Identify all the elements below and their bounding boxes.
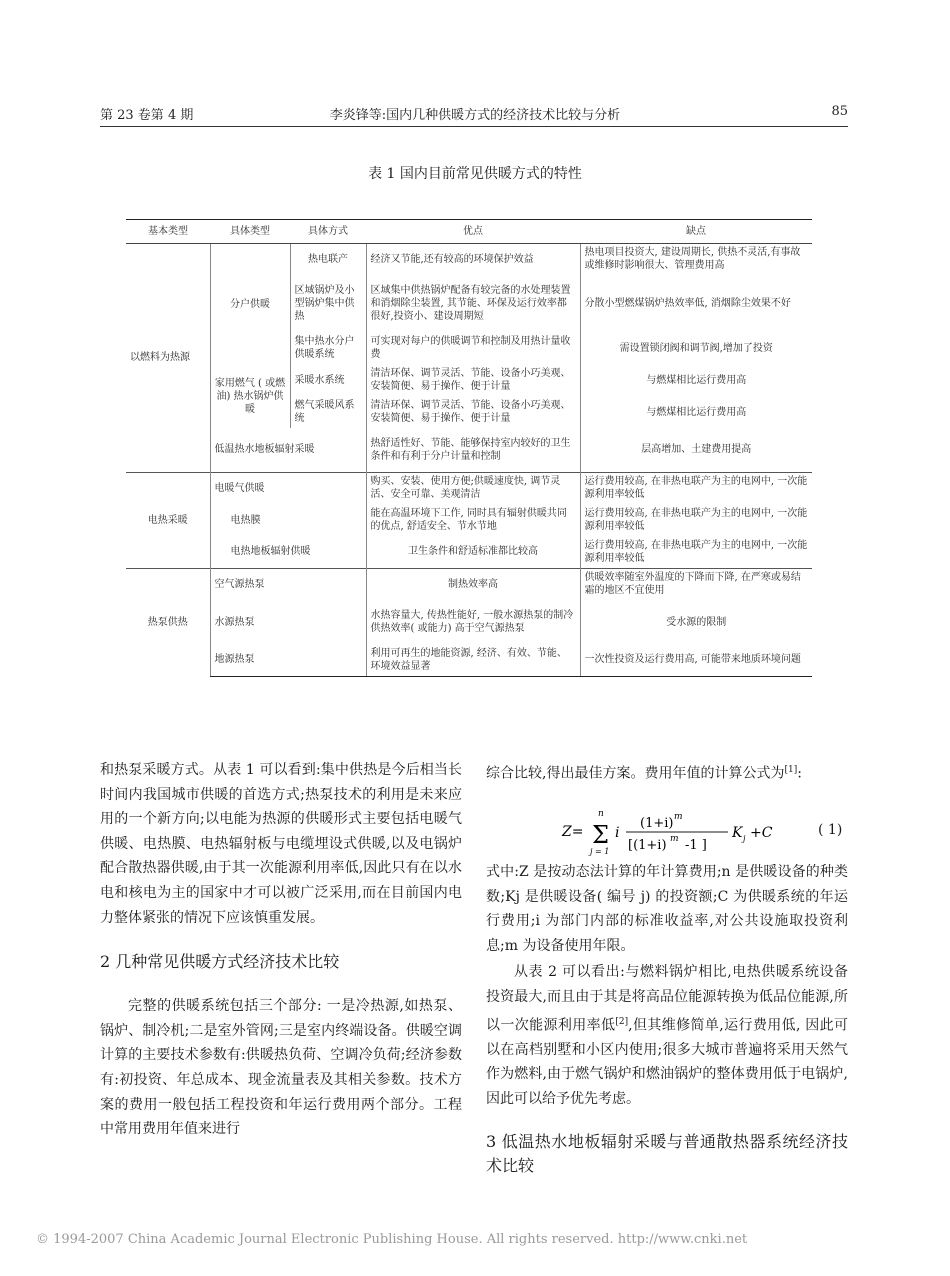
table-cell: 水源热泵 (210, 600, 366, 644)
table-cell: 电热地板辐射供暖 (210, 536, 366, 568)
table-row (126, 504, 812, 536)
svg-text:Σ: Σ (592, 821, 609, 849)
table-row (126, 568, 812, 600)
formula-i: i (615, 825, 620, 841)
table-row (126, 644, 812, 676)
table-cell: 制热效率高 (366, 568, 580, 600)
body-text: ,但其维修简单,运行费用低, 因此可以在高档别墅和小区内使用;很多大城市普遍将采用天然气作为燃料,由于燃气锅炉和燃油锅炉的整体费用低于电锅炉,因此可以给予优先考虑。 (486, 1017, 848, 1107)
table-cell: 运行费用较高, 在非热电联产为主的电网中, 一次能源利用率较低 (580, 472, 812, 504)
formula-k: K (732, 825, 743, 841)
left-column (100, 758, 462, 1142)
table-cell: 供暖效率随室外温度的下降而下降, 在严寒或易结霜的地区不宜使用 (580, 568, 812, 600)
table-cell: 可实现对每户的供暖调节和控制及用热计量收费 (366, 332, 580, 364)
table-cell: 分户供暖 (210, 244, 290, 365)
table-header-cell: 具体方式 (290, 220, 366, 244)
body-paragraph: 式中:Z 是按动态法计算的年计算费用;n 是供暖设备的种类数;Kj 是供暖设备( 编号 j) 的投资额;C 为供暖系统的年运行费用;i 为部门内部的标准收益率,对公共设施取投资利息;m 为设备使用年限。 (486, 864, 848, 954)
table-cell: 集中热水分户供暖系统 (290, 332, 366, 364)
table-cell: 受水源的限制 (580, 600, 812, 644)
heating-methods-table (126, 219, 812, 677)
table-cell: 经济又节能,还有较高的环境保护效益 (366, 244, 580, 275)
table-cell: 以燃料为热源 (130, 352, 190, 364)
copyright-footer: © 1994-2007 China Academic Journal Electronic Publishing House. All rights reserved. http://www.cnki.net (36, 1232, 748, 1247)
table-cell: 采暖水系统 (290, 364, 366, 396)
table-cell: 热电联产 (290, 244, 366, 275)
table-cell: 运行费用较高, 在非热电联产为主的电网中, 一次能源利用率较低 (580, 536, 812, 568)
right-column-intro (486, 758, 848, 786)
table-cell: 空气源热泵 (210, 568, 366, 600)
table-cell: 利用可再生的地能资源, 经济、有效、节能、环境效益显著 (366, 644, 580, 676)
table-header-row (126, 220, 812, 244)
running-header-volume: 第 23 卷第 4 期 (100, 108, 194, 123)
right-column-body (486, 860, 848, 1178)
citation: [1] (784, 765, 798, 775)
table-cell: 能在高温环境下工作, 同时具有辐射供暖共同的优点, 舒适安全、节水节地 (366, 504, 580, 536)
formula-tail: +C (750, 825, 773, 841)
formula-sum-upper: n (598, 809, 604, 819)
table-cell: 水热容量大, 传热性能好, 一般水源热泵的制冷供热效率( 或能力) 高于空气源热泵 (366, 600, 580, 644)
formula-num-exp: m (674, 812, 683, 822)
table-cell: 一次性投资及运行费用高, 可能带来地质环境问题 (580, 644, 812, 676)
table-cell: 区域锅炉及小型锅炉集中供热 (290, 274, 366, 332)
table-header-cell: 基本类型 (126, 220, 210, 244)
body-text: 从表 2 可以看出:与燃料锅炉相比,电热供暖系统设备投资最大,而且由于其是将高品位能源转换为低品位能源,所以一次能源利用率低 (486, 964, 848, 1034)
table-cell: 热电项目投资大, 建设周期长, 供热不灵活,有事故或维修时影响很大、管理费用高 (580, 244, 812, 275)
body-text: 综合比较,得出最佳方案。费用年值的计算公式为 (486, 765, 785, 782)
table-header-cell: 优点 (366, 220, 580, 244)
formula-den-tail: -1 ] (685, 838, 707, 853)
page-number: 85 (831, 104, 848, 119)
citation: [2] (615, 1016, 629, 1027)
formula-sum-lower: j = 1 (590, 847, 610, 856)
table-cell: 电暖气供暖 (210, 472, 366, 504)
table-row (126, 472, 812, 504)
table-row (126, 536, 812, 568)
table-cell: 低温热水地板辐射采暖 (210, 428, 366, 472)
table-cell: 与燃煤相比运行费用高 (580, 396, 812, 428)
table-cell: 清洁环保、调节灵活、节能、设备小巧美观、安装简便、易于操作、便于计量 (366, 364, 580, 396)
running-header-title: 李炎锋等:国内几种供暖方式的经济技术比较与分析 (329, 108, 621, 123)
table-cell: 购买、安装、使用方便;供暖速度快, 调节灵活、安全可靠、美观清洁 (366, 472, 580, 504)
table-cell: 燃气采暖风系统 (290, 396, 366, 428)
table-cell: 电热采暖 (126, 472, 210, 568)
table-row (126, 364, 812, 396)
cost-formula (560, 806, 810, 856)
table-cell: 卫生条件和舒适标准都比较高 (366, 536, 580, 568)
table-header-cell: 缺点 (580, 220, 812, 244)
formula-denominator: [(1+i) (628, 838, 667, 853)
table-cell: 热泵供热 (126, 568, 210, 676)
section-heading: 2 几种常见供暖方式经济技术比较 (100, 952, 340, 972)
table-cell: 清洁环保、调节灵活、节能、设备小巧美观、安装简便、易于操作、便于计量 (366, 396, 580, 428)
body-paragraph: 和热泵采暖方式。从表 1 可以看到:集中供热是今后相当长时间内我国城市供暖的首选方式;热泵技术的利用是未来应用的一个新方向;以电能为热源的供暖形式主要包括电暖气供暖、电热膜、电热辐射板与电缆埋设式供暖,以及电锅炉配合散热器供暖,由于其一次能源利用率低,因此只有在以水电和核电为主的国家中才可以被广泛采用,而在目前国内电力整体紧张的情况下应该慎重发展。 (100, 762, 462, 926)
table-cell: 运行费用较高, 在非热电联产为主的电网中, 一次能源利用率较低 (580, 504, 812, 536)
body-text: : (797, 765, 802, 782)
table-cell: 层高增加、土建费用提高 (580, 428, 812, 472)
formula-numerator: (1+i) (640, 816, 674, 831)
equation-number: ( 1) (818, 822, 843, 838)
table-cell: 电热膜 (210, 504, 366, 536)
table-row (126, 600, 812, 644)
table-cell: 热舒适性好、节能、能够保持室内较好的卫生条件和有利于分户计量和控制 (366, 428, 580, 472)
formula-lhs: Z= (562, 824, 584, 840)
table-row (126, 244, 812, 275)
section-heading: 3 低温热水地板辐射采暖与普通散热器系统经济技术比较 (486, 1131, 848, 1175)
body-paragraph: 完整的供暖系统包括三个部分: 一是冷热源,如热泵、锅炉、制冷机;二是室外管网;三是室内终端设备。供暖空调计算的主要技术参数有:供暖热负荷、空调冷负荷;经济参数有:初投资、年总成本、现金流量表及其相关参数。技术方案的费用一般包括工程投资和年运行费用两个部分。工程中常用费用年值来进行 (100, 998, 462, 1138)
table-cell: 需设置锁闭阀和调节阀,增加了投资 (580, 332, 812, 364)
table-header-cell: 具体类型 (210, 220, 290, 244)
table-cell: 家用燃气 ( 或燃油) 热水锅炉供暖 (210, 364, 290, 428)
table-cell: 区域集中供热锅炉配备有较完备的水处理装置和消烟除尘装置, 其节能、环保及运行效率都很好,投资小、建设周期短 (366, 274, 580, 332)
table-cell: 分散小型燃煤锅炉热效率低, 消烟除尘效果不好 (580, 274, 812, 332)
table-caption: 表 1 国内目前常见供暖方式的特性 (368, 166, 582, 182)
table-cell: 与燃煤相比运行费用高 (580, 364, 812, 396)
table-row (126, 428, 812, 472)
formula-k-sub: j (743, 834, 746, 843)
table-cell: 地源热泵 (210, 644, 366, 676)
header-rule (100, 126, 848, 127)
formula-den-exp: m (670, 834, 679, 844)
